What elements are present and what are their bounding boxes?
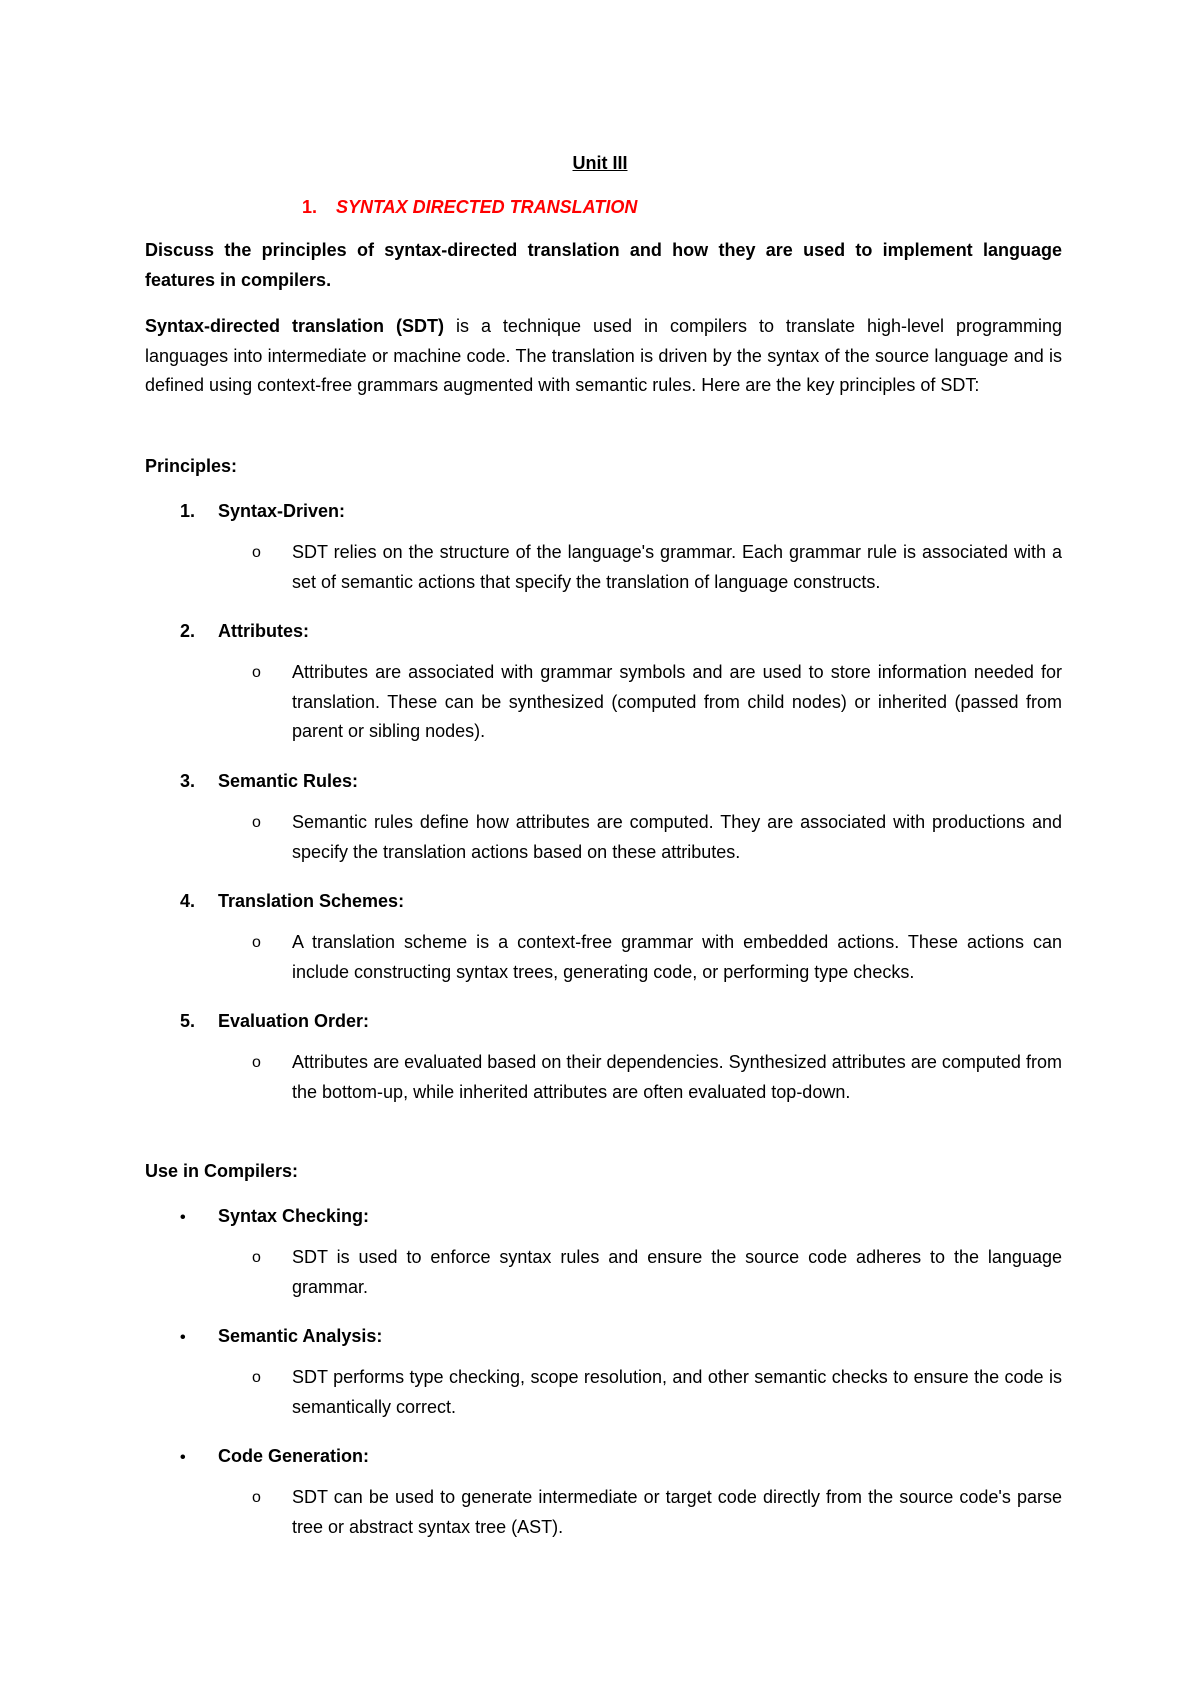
use-detail-text: SDT can be used to generate intermediate or target code directly from the source code's parse tree or abstract syntax tree (AST). <box>292 1487 1062 1537</box>
unit-title: Unit III <box>572 153 628 173</box>
sub-bullet-icon: o <box>252 1489 261 1506</box>
section-title: SYNTAX DIRECTED TRANSLATION <box>336 197 638 217</box>
principle-title: Syntax-Driven: <box>218 501 346 521</box>
section-number: 1. <box>302 197 318 217</box>
principle-title: Semantic Rules: <box>218 771 359 791</box>
question-text: Discuss the principles of syntax-directed translation and how they are used to implement language features in compilers. <box>145 240 1062 290</box>
principle-detail <box>252 808 1062 867</box>
sub-bullet-icon: o <box>252 1249 261 1266</box>
principle-item <box>180 770 358 792</box>
principle-item <box>180 890 404 912</box>
sub-bullet-icon: o <box>252 544 261 561</box>
intro-paragraph <box>145 312 1062 401</box>
list-number: 4. <box>180 891 196 911</box>
principle-detail <box>252 928 1062 987</box>
principle-title: Evaluation Order: <box>218 1011 370 1031</box>
principle-detail-text: SDT relies on the structure of the language's grammar. Each grammar rule is associated with a set of semantic actions that specify the translation of language constructs. <box>292 542 1062 592</box>
principle-detail-text: Attributes are associated with grammar symbols and are used to store information needed for translation. These can be synthesized (computed from child nodes) or inherited (passed from parent or sibling nodes). <box>292 662 1062 741</box>
principle-title: Translation Schemes: <box>218 891 405 911</box>
list-number: 2. <box>180 621 196 641</box>
intro-lead: Syntax-directed translation (SDT) <box>145 316 444 336</box>
principle-detail <box>252 1048 1062 1107</box>
bullet-icon: • <box>180 1209 186 1226</box>
sub-bullet-icon: o <box>252 1054 261 1071</box>
principle-detail <box>252 658 1062 747</box>
section-heading <box>302 196 637 218</box>
use-detail <box>252 1483 1062 1542</box>
use-item <box>180 1205 369 1229</box>
principle-detail-text: Semantic rules define how attributes are computed. They are associated with productions and specify the translation actions based on these attributes. <box>292 812 1062 862</box>
principle-detail-text: A translation scheme is a context-free grammar with embedded actions. These actions can include constructing syntax trees, generating code, or performing type checks. <box>292 932 1062 982</box>
principle-title: Attributes: <box>218 621 309 641</box>
use-title: Semantic Analysis: <box>218 1326 383 1346</box>
use-title: Code Generation: <box>218 1446 370 1466</box>
use-in-compilers-heading: Use in Compilers: <box>145 1161 299 1181</box>
use-detail <box>252 1363 1062 1422</box>
use-item <box>180 1445 369 1469</box>
bullet-icon: • <box>180 1329 186 1346</box>
sub-bullet-icon: o <box>252 664 261 681</box>
use-detail-text: SDT is used to enforce syntax rules and ensure the source code adheres to the language grammar. <box>292 1247 1062 1297</box>
use-title: Syntax Checking: <box>218 1206 370 1226</box>
principle-detail-text: Attributes are evaluated based on their dependencies. Synthesized attributes are computed from the bottom-up, while inherited attributes are often evaluated top-down. <box>292 1052 1062 1102</box>
principle-item <box>180 620 309 642</box>
use-detail-text: SDT performs type checking, scope resolution, and other semantic checks to ensure the code is semantically correct. <box>292 1367 1062 1417</box>
principle-item <box>180 1010 369 1032</box>
sub-bullet-icon: o <box>252 814 261 831</box>
use-item <box>180 1325 382 1349</box>
intro-text: is a technique used in compilers to translate high-level programming languages into intermediate or machine code. The translation is driven by the syntax of the source language and is defined using context-free grammars augmented with semantic rules. Here are the key principles of SDT: <box>145 316 1063 395</box>
principle-detail <box>252 538 1062 597</box>
list-number: 3. <box>180 771 196 791</box>
list-number: 5. <box>180 1011 196 1031</box>
sub-bullet-icon: o <box>252 934 261 951</box>
use-detail <box>252 1243 1062 1302</box>
sub-bullet-icon: o <box>252 1369 261 1386</box>
bullet-icon: • <box>180 1449 186 1466</box>
list-number: 1. <box>180 501 196 521</box>
principle-item <box>180 500 345 522</box>
principles-heading: Principles: <box>145 456 238 476</box>
